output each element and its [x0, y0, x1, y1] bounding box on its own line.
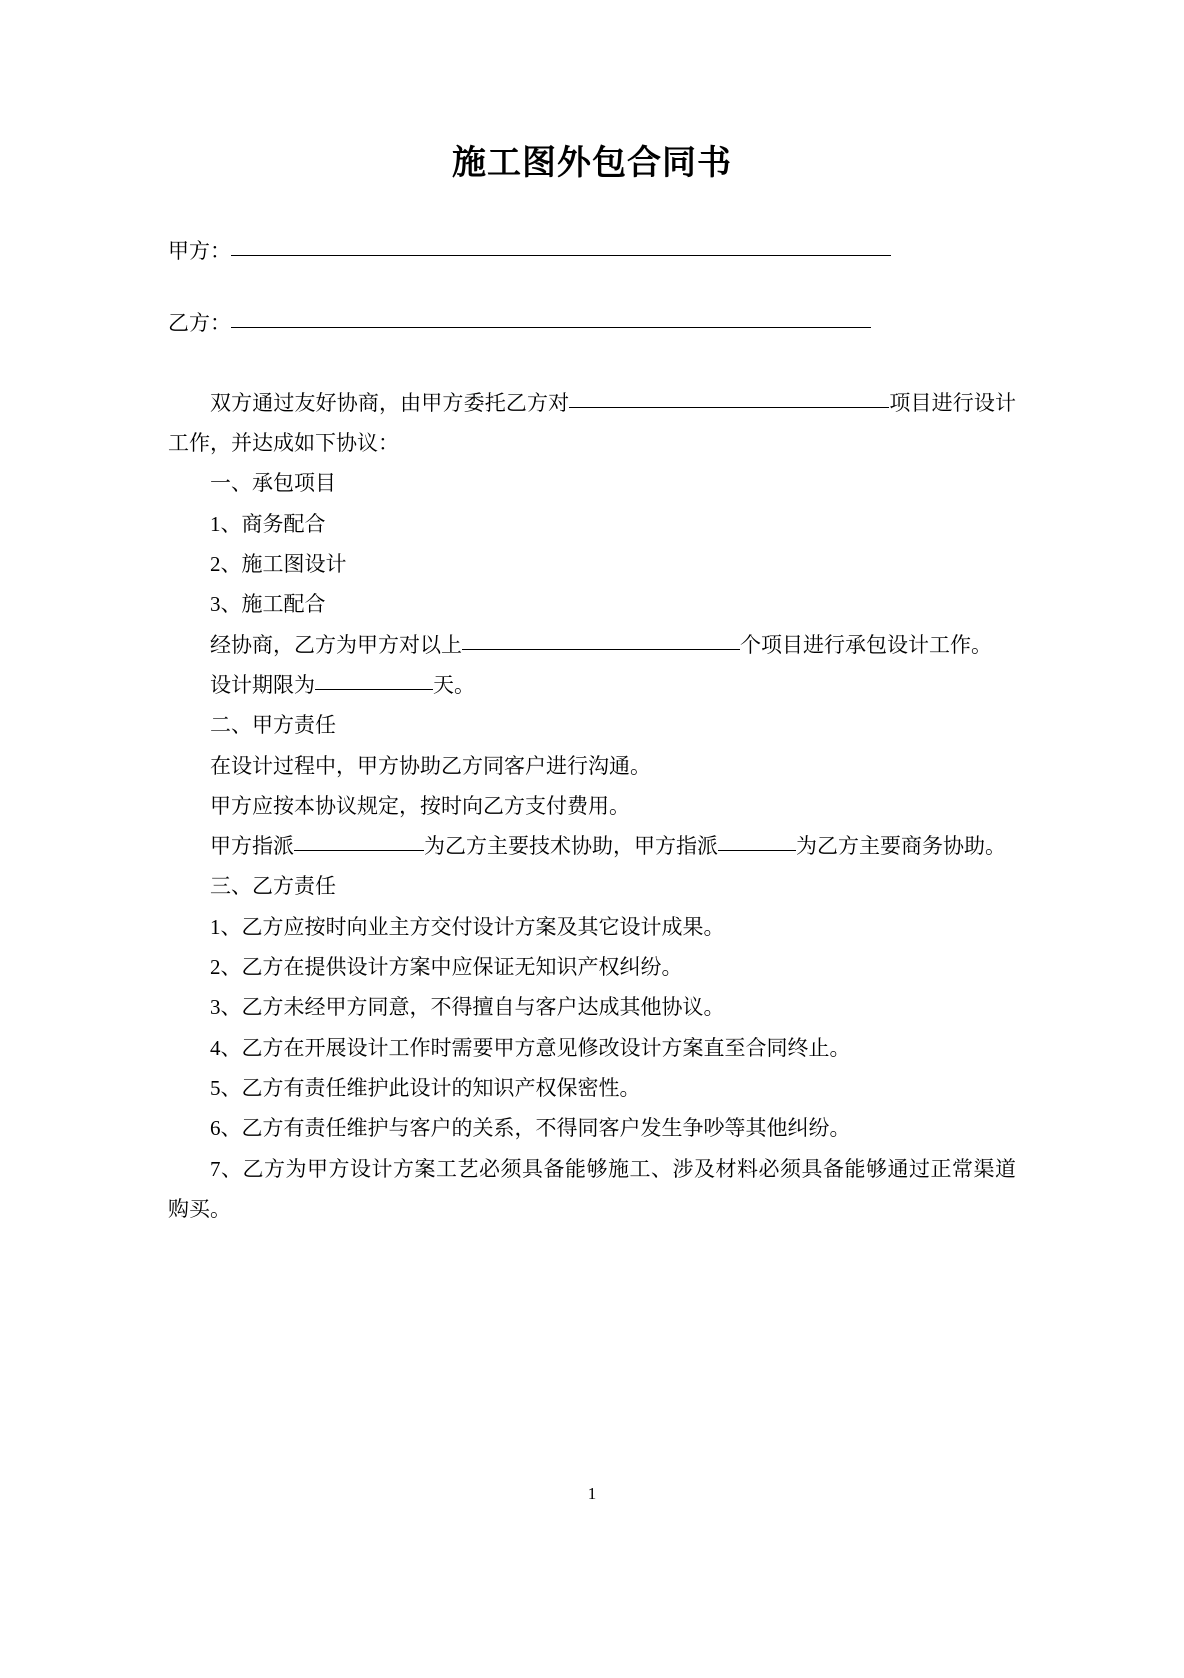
- section-1-item-3: 3、施工配合: [210, 592, 326, 617]
- section-2-paragraph-1-middle: 为乙方主要技术协助，甲方指派: [424, 834, 718, 859]
- section-1-paragraph-2-after: 天。: [433, 672, 475, 697]
- section-3-item-3: 3、乙方未经甲方同意，不得擅自与客户达成其他协议。: [210, 995, 725, 1020]
- party-line-yifang: [168, 310, 1016, 336]
- document-body: [168, 383, 1016, 1230]
- section-1-paragraph-1-before: 经协商，乙方为甲方对以上: [210, 632, 462, 657]
- section-3-item-1: 1、乙方应按时向业主方交付设计方案及其它设计成果。: [210, 914, 725, 939]
- section-2-paragraph-1-after: 为乙方主要商务协助。: [796, 834, 1006, 859]
- preamble-text-line2: 项目进行设计工作，并达成如下协议：: [168, 390, 1017, 455]
- party-blank-yifang[interactable]: [231, 312, 871, 328]
- section-1-paragraph-2-before: 设计期限为: [210, 672, 315, 697]
- section-1-paragraph-2: [168, 665, 1016, 705]
- section-1-paragraph-1-after: 个项目进行承包设计工作。: [740, 632, 992, 657]
- section-1-item-1: 1、商务配合: [210, 511, 326, 536]
- party-blank-jiafang[interactable]: [231, 240, 891, 256]
- preamble-paragraph: [168, 383, 1016, 464]
- section-2-item-1: 在设计过程中，甲方协助乙方同客户进行沟通。: [210, 753, 651, 778]
- section-1-item-2: 2、施工图设计: [210, 551, 347, 576]
- technical-assistant-blank[interactable]: [294, 835, 424, 851]
- section-2-paragraph-1-before: 甲方指派: [210, 834, 294, 859]
- section-3-item-4: 4、乙方在开展设计工作时需要甲方意见修改设计方案直至合同终止。: [210, 1035, 851, 1060]
- section-2-paragraph-1: [168, 826, 1016, 866]
- party-label-jiafang: 甲方：: [168, 239, 231, 264]
- page-number: 1: [587, 1484, 597, 1503]
- page-title: 施工图外包合同书: [452, 145, 732, 182]
- document-content: [168, 0, 1016, 1229]
- section-2-item-2: 甲方应按本协议规定，按时向乙方支付费用。: [210, 793, 630, 818]
- preamble-project-blank[interactable]: [569, 392, 889, 408]
- preamble-text-before: 双方通过友好协商，由甲方委托乙方对: [210, 390, 570, 415]
- party-line-jiafang: [168, 238, 1016, 264]
- project-count-blank[interactable]: [462, 634, 740, 650]
- section-3-item-2: 2、乙方在提供设计方案中应保证无知识产权纠纷。: [210, 955, 683, 980]
- business-assistant-blank[interactable]: [718, 835, 796, 851]
- section-heading-2: 二、甲方责任: [210, 713, 336, 738]
- section-heading-3: 三、乙方责任: [210, 874, 336, 899]
- section-3-item-6: 6、乙方有责任维护与客户的关系，不得同客户发生争吵等其他纠纷。: [210, 1116, 851, 1141]
- section-1-paragraph-1: [168, 625, 1016, 665]
- party-label-yifang: 乙方：: [168, 311, 231, 336]
- design-period-blank[interactable]: [315, 674, 433, 690]
- section-3-item-5: 5、乙方有责任维护此设计的知识产权保密性。: [210, 1076, 641, 1100]
- section-3-item-7: 7、乙方为甲方设计方案工艺必须具备能够施工、涉及材料必须具备能够通过正常渠道购买。: [168, 1156, 1016, 1221]
- section-heading-1: 一、承包项目: [210, 471, 336, 496]
